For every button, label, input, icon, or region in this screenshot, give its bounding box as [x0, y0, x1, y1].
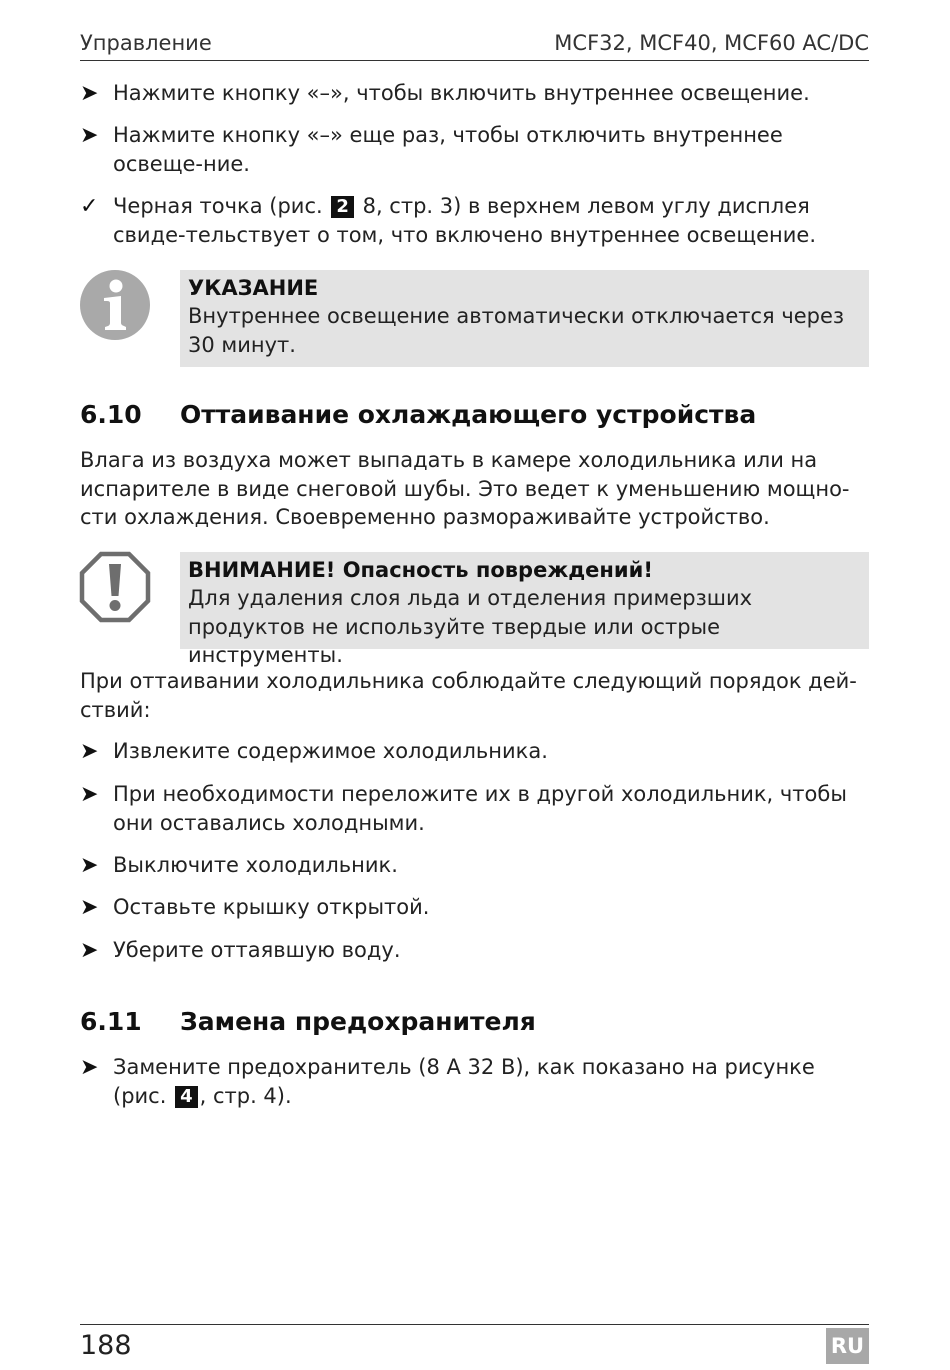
- step-text: Извлеките содержимое холодильника.: [113, 739, 548, 763]
- list-item: [80, 780, 869, 838]
- warning-octagon-icon: [79, 551, 151, 623]
- lead-paragraph: При оттаивании холодильника соблюдайте следующий порядок дей-ствий:: [80, 669, 857, 722]
- step-text-before: Замените предохранитель (8 А 32 В), как показано на рисунке (рис.: [113, 1055, 815, 1108]
- warning-text: Для удаления слоя льда и отделения примерзших продуктов не используйте твердые или острые инструменты.: [188, 586, 753, 667]
- step-text: При необходимости переложите их в другой холодильник, чтобы они оставались холодными.: [113, 782, 847, 835]
- arrow-icon: ➤: [80, 123, 99, 148]
- result-text: [113, 192, 869, 250]
- figure-ref-badge: 2: [331, 196, 354, 218]
- note-title: УКАЗАНИЕ: [188, 276, 319, 300]
- arrow-icon: ➤: [80, 739, 99, 764]
- step-text: Оставьте крышку открытой.: [113, 895, 430, 919]
- header-divider: [80, 60, 869, 61]
- list-item: [80, 1053, 869, 1111]
- list-item: [80, 936, 869, 965]
- arrow-icon: ➤: [80, 938, 99, 963]
- step-text: Нажмите кнопку «–» еще раз, чтобы отключить внутреннее освеще-ние.: [113, 123, 783, 176]
- result-item: [80, 192, 869, 250]
- checkmark-icon: ✓: [80, 194, 99, 219]
- result-text-after: 8, стр. 3) в верхнем левом углу дисплея свиде-тельствует о том, что включено внутреннее освещение.: [113, 194, 817, 247]
- section-number: 6.11: [80, 1007, 142, 1036]
- result-text-before: Черная точка (рис.: [113, 194, 323, 218]
- list-item: [80, 79, 869, 108]
- arrow-icon: ➤: [80, 782, 99, 807]
- section-number: 6.10: [80, 400, 142, 429]
- warning-title: ВНИМАНИЕ! Опасность повреждений!: [188, 558, 653, 582]
- language-badge: RU: [826, 1328, 869, 1364]
- arrow-icon: ➤: [80, 853, 99, 878]
- step-text-after: , стр. 4).: [199, 1084, 292, 1108]
- figure-ref-badge: 4: [175, 1086, 198, 1108]
- info-icon: [79, 269, 151, 341]
- step-text: [113, 1053, 869, 1111]
- list-item: [80, 893, 869, 922]
- step-text: Нажмите кнопку «–», чтобы включить внутреннее освещение.: [113, 81, 810, 105]
- arrow-icon: ➤: [80, 895, 99, 920]
- section-heading: [80, 1006, 536, 1038]
- arrow-icon: ➤: [80, 81, 99, 106]
- header-section-title: Управление: [80, 31, 212, 55]
- list-item: [80, 121, 869, 179]
- page-number: 188: [80, 1330, 132, 1361]
- section-heading: [80, 399, 756, 431]
- step-text: Выключите холодильник.: [113, 853, 398, 877]
- list-item: [80, 737, 869, 766]
- intro-paragraph: Влага из воздуха может выпадать в камере холодильника или на испарителе в виде снеговой шубы. Это ведет к уменьшению мощно-сти охлаждения. Своевременно размораживайте устройство.: [80, 448, 850, 529]
- section-title: Замена предохранителя: [180, 1007, 536, 1036]
- warning-box: [180, 552, 869, 667]
- list-item: [80, 851, 869, 880]
- footer-divider: [80, 1324, 869, 1325]
- note-text: Внутреннее освещение автоматически отключается через 30 минут.: [188, 304, 845, 357]
- arrow-icon: ➤: [80, 1055, 99, 1080]
- note-box: [180, 270, 869, 367]
- header-model-list: MCF32, MCF40, MCF60 AC/DC: [554, 31, 869, 55]
- step-text: Уберите оттаявшую воду.: [113, 938, 401, 962]
- section-title: Оттаивание охлаждающего устройства: [180, 400, 757, 429]
